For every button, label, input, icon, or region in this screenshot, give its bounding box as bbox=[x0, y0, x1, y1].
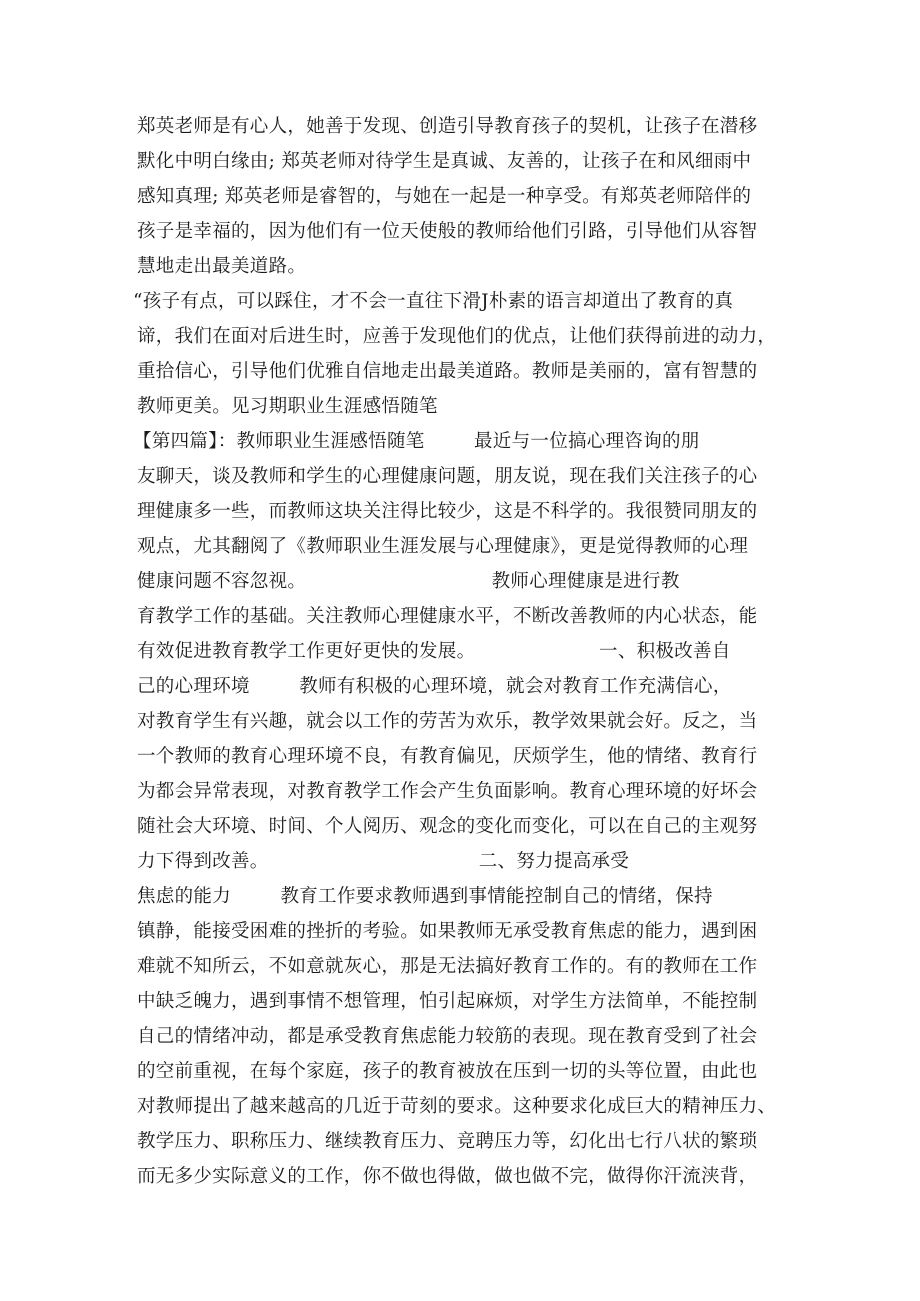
text-line: 自己的情绪冲动，都是承受教育焦虑能力较筋的表现。现在教育受到了社会 bbox=[137, 1026, 758, 1047]
text-line: 教师更美。见习期职业生涯感悟随笔 bbox=[137, 396, 438, 417]
text-line: 友聊天，谈及教师和学生的心理健康问题，朋友说，现在我们关注孩子的心 bbox=[137, 466, 758, 487]
text-line: 对教师提出了越来越高的几近于苛刻的要求。这种要求化成巨大的精神压力、 bbox=[137, 1096, 777, 1117]
text-line: 镇静，能接受困难的挫折的考验。如果教师无承受教育焦虑的能力，遇到困 bbox=[137, 921, 758, 942]
text-line: 为都会异常表现，对教育教学工作会产生负面影响。教育心理环境的好坏会 bbox=[137, 781, 758, 802]
text-line: 慧地走出最美道路。 bbox=[137, 256, 307, 277]
text-line: 谛，我们在面对后进生时，应善于发现他们的优点，让他们获得前进的动力， bbox=[137, 326, 777, 347]
text-line: 对教育学生有兴趣，就会以工作的劳苦为欢乐，教学效果就会好。反之，当 bbox=[137, 711, 758, 732]
text-line: 健康问题不容忽视。 教师心理健康是进行教 bbox=[137, 571, 680, 592]
text-line: 育教学工作的基础。关注教师心理健康水平，不断改善教师的内心状态，能 bbox=[137, 606, 758, 627]
text-line: 己的心理环境 教师有积极的心理环境，就会对教育工作充满信心， bbox=[137, 676, 732, 697]
text-line: 一个教师的教育心理环境不良，有教育偏见，厌烦学生，他的情绪、教育行 bbox=[137, 746, 758, 767]
text-line: 有效促进教育教学工作更好更快的发展。 一、积极改善自 bbox=[137, 641, 731, 662]
text-line: 焦虑的能力 教育工作要求教师遇到事情能控制自己的情绪，保持 bbox=[137, 886, 713, 907]
text-line: 随社会大环境、时间、个人阅历、观念的变化而变化，可以在自己的主观努 bbox=[137, 816, 758, 837]
text-line: “孩子有点，可以踩住，才不会一直往下滑J朴素的语言却道出了教育的真 bbox=[133, 291, 734, 312]
text-line: 难就不知所云，不如意就灰心，那是无法搞好教育工作的。有的教师在工作 bbox=[137, 956, 758, 977]
text-line: 教学压力、职称压力、继续教育压力、竞聘压力等，幻化出七行八状的繁琐 bbox=[137, 1131, 758, 1152]
text-line: 感知真理; 郑英老师是睿智的，与她在一起是一种享受。有郑英老师陪伴的 bbox=[137, 186, 752, 207]
text-line: 观点，尤其翻阅了《教师职业生涯发展与心理健康》，更是觉得教师的心理 bbox=[137, 536, 749, 557]
text-line: 默化中明白缘由; 郑英老师对待学生是真诚、友善的，让孩子在和风细雨中 bbox=[137, 151, 752, 172]
text-line: 理健康多一些，而教师这块关注得比较少，这是不科学的。我很赞同朋友的 bbox=[137, 501, 758, 522]
text-line: 力下得到改善。 二、努力提高承受 bbox=[137, 851, 630, 872]
text-line: 重拾信心，引导他们优雅自信地走出最美道路。教师是美丽的，富有智慧的 bbox=[137, 361, 758, 382]
text-line: 中缺乏魄力，遇到事情不想管理，怕引起麻烦，对学生方法简单，不能控制 bbox=[137, 991, 758, 1012]
text-line: 而无多少实际意义的工作，你不做也得做，做也做不完，做得你汗流浃背， bbox=[137, 1166, 758, 1187]
section-heading-line: 【第四篇】：教师职业生涯感悟随笔 最近与一位搞心理咨询的朋 bbox=[133, 431, 700, 452]
text-line: 孩子是幸福的，因为他们有一位天使般的教师给他们引路，引导他们从容智 bbox=[137, 221, 758, 242]
text-line: 郑英老师是有心人，她善于发现、创造引导教育孩子的契机，让孩子在潜移 bbox=[137, 116, 758, 137]
text-line: 的空前重视，在每个家庭，孩子的教育被放在压到一切的头等位置，由此也 bbox=[137, 1061, 758, 1082]
